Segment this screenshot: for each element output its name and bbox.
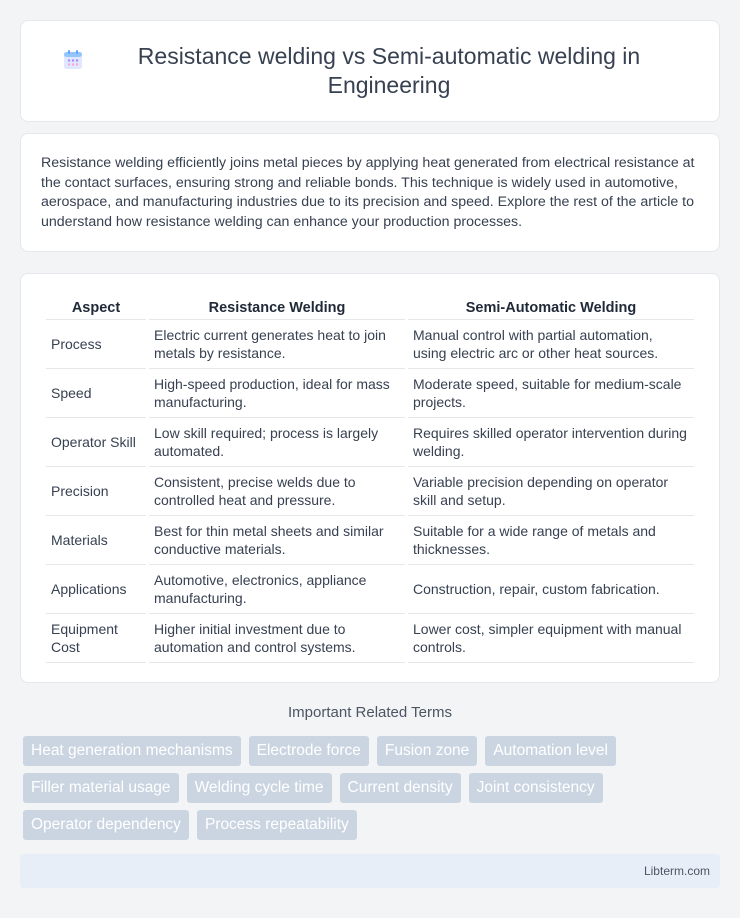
term-tag[interactable]: Electrode force: [249, 736, 369, 766]
cell-resistance: High-speed production, ideal for mass manufacturing.: [149, 369, 405, 418]
term-tag[interactable]: Fusion zone: [377, 736, 477, 766]
cell-semi: Suitable for a wide range of metals and thicknesses.: [408, 516, 694, 565]
term-tag[interactable]: Current density: [340, 773, 461, 803]
cell-resistance: Best for thin metal sheets and similar conductive materials.: [149, 516, 405, 565]
header-aspect: Aspect: [46, 294, 146, 320]
term-tag[interactable]: Joint consistency: [469, 773, 603, 803]
term-tag[interactable]: Process repeatability: [197, 810, 357, 840]
calendar-icon: [61, 48, 85, 72]
comparison-card: [20, 273, 720, 683]
cell-aspect: Speed: [46, 369, 146, 418]
term-tag[interactable]: Automation level: [485, 736, 616, 766]
table-row: [46, 320, 694, 369]
header-resistance: Resistance Welding: [149, 294, 405, 320]
cell-semi: Manual control with partial automation, using electric arc or other heat sources.: [408, 320, 694, 369]
page-title: Resistance welding vs Semi-automatic welding in Engineering: [137, 43, 641, 98]
title-wrap: [61, 42, 679, 100]
related-terms-title: Important Related Terms: [288, 704, 452, 721]
cell-resistance: Automotive, electronics, appliance manufacturing.: [149, 565, 405, 614]
cell-aspect: Precision: [46, 467, 146, 516]
cell-aspect: Materials: [46, 516, 146, 565]
term-tag[interactable]: Heat generation mechanisms: [23, 736, 241, 766]
cell-aspect: Equipment Cost: [46, 614, 146, 663]
footer: [20, 854, 720, 888]
cell-resistance: Electric current generates heat to join metals by resistance.: [149, 320, 405, 369]
term-tag[interactable]: Welding cycle time: [187, 773, 332, 803]
cell-semi: Requires skilled operator intervention during welding.: [408, 418, 694, 467]
table-row: [46, 614, 694, 663]
table-row: [46, 467, 694, 516]
footer-brand-link[interactable]: Libterm.com: [643, 864, 710, 878]
cell-resistance: Higher initial investment due to automation and control systems.: [149, 614, 405, 663]
related-terms-list: [23, 736, 723, 840]
cell-semi: Moderate speed, suitable for medium-scale projects.: [408, 369, 694, 418]
cell-aspect: Operator Skill: [46, 418, 146, 467]
table-row: [46, 516, 694, 565]
cell-resistance: Consistent, precise welds due to controlled heat and pressure.: [149, 467, 405, 516]
term-tag[interactable]: Operator dependency: [23, 810, 189, 840]
intro-card: [20, 133, 720, 252]
table-row: [46, 565, 694, 614]
cell-semi: Lower cost, simpler equipment with manual controls.: [408, 614, 694, 663]
intro-paragraph: Resistance welding efficiently joins metal pieces by applying heat generated from electrical resistance at the contact surfaces, ensuring strong and reliable bonds. This technique is widely used in automotive, aerospace, and manufacturing industries due to its precision and speed. Explore the rest of the article to understand how resistance welding can enhance your production processes.: [41, 155, 695, 230]
title-card: [20, 20, 720, 122]
cell-resistance: Low skill required; process is largely automated.: [149, 418, 405, 467]
table-row: [46, 369, 694, 418]
table-row: [46, 418, 694, 467]
cell-aspect: Process: [46, 320, 146, 369]
table-header-row: [46, 294, 694, 320]
cell-aspect: Applications: [46, 565, 146, 614]
cell-semi: Construction, repair, custom fabrication.: [408, 565, 694, 614]
cell-semi: Variable precision depending on operator skill and setup.: [408, 467, 694, 516]
term-tag[interactable]: Filler material usage: [23, 773, 179, 803]
comparison-table: [43, 294, 697, 663]
header-semi-automatic: Semi-Automatic Welding: [408, 294, 694, 320]
